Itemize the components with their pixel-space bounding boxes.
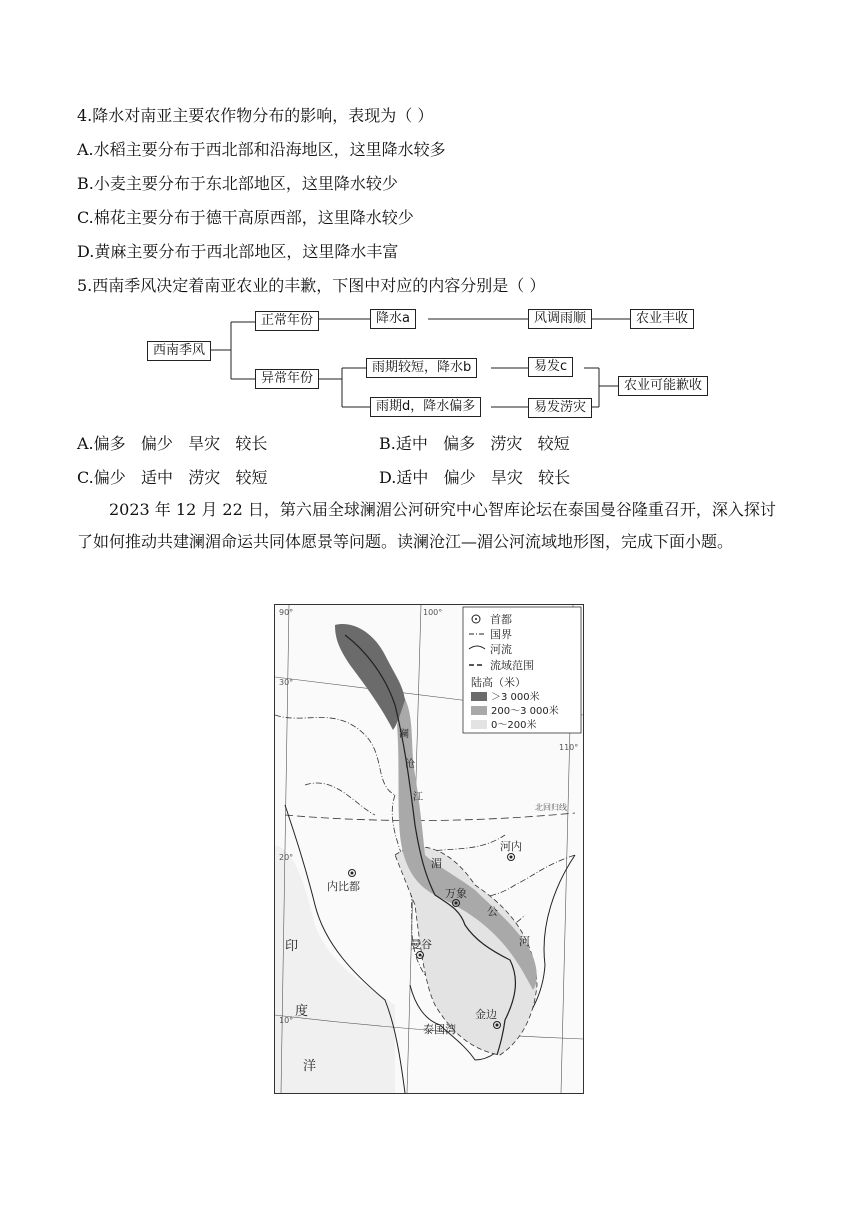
legend-elevation-title: 陆高（米）	[471, 676, 526, 689]
label-lon90: 90°	[279, 608, 294, 617]
label-hanoi: 河内	[500, 840, 522, 853]
label-tropic: 北回归线	[535, 803, 567, 812]
legend-low: 0～200米	[491, 720, 537, 731]
label-lat20: 20°	[279, 853, 294, 862]
label-cang: 沧	[405, 759, 415, 770]
legend-border: 国界	[490, 628, 512, 641]
flow-box-harvest: 农业丰收	[630, 309, 694, 329]
label-gong: 公	[487, 905, 498, 918]
flow-box-abnormal-year: 异常年份	[255, 369, 319, 389]
map-drawing	[275, 605, 583, 1093]
q4-option-b: B.小麦主要分布于东北部地区，这里降水较少	[77, 174, 398, 193]
flow-box-good-weather: 风调雨顺	[528, 309, 592, 329]
monsoon-flow-diagram	[140, 300, 740, 425]
flow-box-easy-c: 易发c	[528, 357, 573, 377]
label-lan: 澜	[399, 729, 409, 740]
label-gulf-of-thailand: 泰国湾	[423, 1023, 456, 1036]
q5-option-a: A.偏多 偏少 旱灾 较长	[77, 434, 268, 453]
label-he: 河	[519, 935, 530, 948]
legend-swatch-high	[471, 692, 487, 701]
label-mei: 湄	[431, 857, 442, 870]
legend-capital: 首都	[490, 613, 512, 626]
label-bangkok: 曼谷	[410, 938, 432, 951]
label-naypyidaw: 内比都	[327, 880, 360, 893]
tropic-of-cancer-line	[285, 813, 575, 821]
q4-option-c: C.棉花主要分布于德干高原西部，这里降水较少	[77, 208, 414, 227]
legend-swatch-low	[471, 720, 487, 729]
basin-high-elevation	[335, 624, 405, 730]
q5-option-d: D.适中 偏少 旱灾 较长	[379, 468, 571, 487]
flow-box-normal-year: 正常年份	[255, 311, 319, 331]
flow-box-short-rain: 雨期较短，降水b	[366, 358, 477, 378]
label-du: 度	[295, 1004, 309, 1019]
flow-box-possible-loss: 农业可能歉收	[618, 376, 708, 396]
label-phnompenh: 金边	[475, 1008, 497, 1021]
flow-box-flood: 易发涝灾	[528, 398, 592, 418]
label-yang: 洋	[303, 1059, 317, 1074]
legend-high: ＞3 000米	[491, 692, 540, 703]
flow-box-rain-a: 降水a	[370, 309, 416, 329]
label-lon110: 110°	[559, 743, 579, 752]
q5-option-b: B.适中 偏多 涝灾 较短	[379, 434, 570, 453]
q4-option-d: D.黄麻主要分布于西北部地区，这里降水丰富	[77, 242, 399, 261]
legend-basin: 流域范围	[490, 659, 534, 672]
q4-stem: 4.降水对南亚主要农作物分布的影响，表现为（ ）	[77, 106, 434, 125]
passage-text: 2023 年 12 月 22 日，第六届全球澜湄公河研究中心智库论坛在泰国曼谷隆重召开，深入探讨了如何推动共建澜湄命运共同体愿景等问题。读澜沧江—湄公河流域地形图，完成下面小题。	[77, 500, 776, 551]
label-lat10: 10°	[279, 1016, 294, 1025]
q4-option-a: A.水稻主要分布于西北部和沿海地区，这里降水较多	[77, 140, 446, 159]
label-lat30: 30°	[279, 678, 294, 687]
legend-mid: 200～3 000米	[491, 706, 559, 717]
flow-box-long-rain: 雨期d，降水偏多	[370, 397, 481, 417]
legend-river: 河流	[490, 643, 512, 656]
mekong-basin-map	[274, 604, 584, 1094]
flow-box-root: 西南季风	[147, 341, 211, 361]
q5-stem: 5.西南季风决定着南亚农业的丰歉，下图中对应的内容分别是（ ）	[77, 276, 546, 295]
q5-option-c: C.偏少 适中 涝灾 较短	[77, 468, 268, 487]
label-vientiane: 万象	[445, 887, 467, 900]
label-lon100: 100°	[423, 608, 443, 617]
label-yin: 印	[285, 939, 299, 954]
legend-swatch-mid	[471, 706, 487, 715]
label-jiang: 江	[413, 792, 423, 803]
